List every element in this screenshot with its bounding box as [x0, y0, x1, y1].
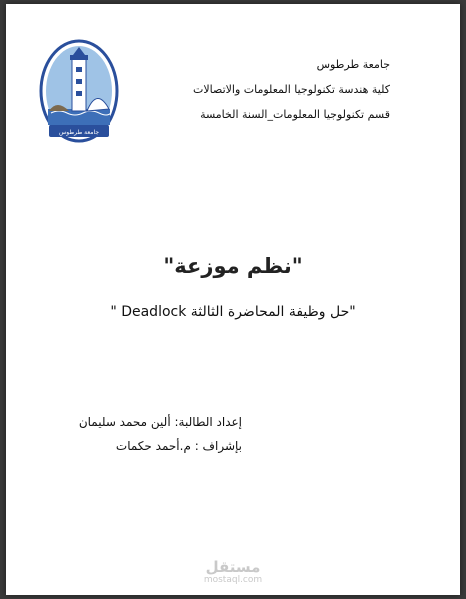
- university-name: جامعة طرطوس: [316, 58, 390, 71]
- document-page: [6, 4, 460, 595]
- university-logo: [39, 39, 119, 143]
- document-subtitle: "حل وظيفة المحاضرة الثالثة Deadlock ": [110, 304, 356, 320]
- watermark-url: mostaql.com: [203, 575, 263, 585]
- university-emblem: [39, 39, 119, 143]
- document-title: "نظم موزعة": [163, 254, 303, 278]
- prepared-by: إعداد الطالبة: ألين محمد سليمان: [78, 415, 242, 429]
- logo-text: جامعة طرطوس: [58, 129, 100, 136]
- watermark-arabic: مستقل: [205, 558, 261, 576]
- supervised-by: بإشراف : م.أحمد حكمات: [115, 439, 242, 453]
- header-block: [193, 52, 390, 127]
- department-name: قسم تكنولوجيا المعلومات_السنة الخامسة: [200, 108, 390, 121]
- faculty-name: كلية هندسة تكنولوجيا المعلومات والاتصالات: [193, 83, 390, 96]
- watermark: [198, 560, 268, 585]
- credits-block: [79, 410, 242, 458]
